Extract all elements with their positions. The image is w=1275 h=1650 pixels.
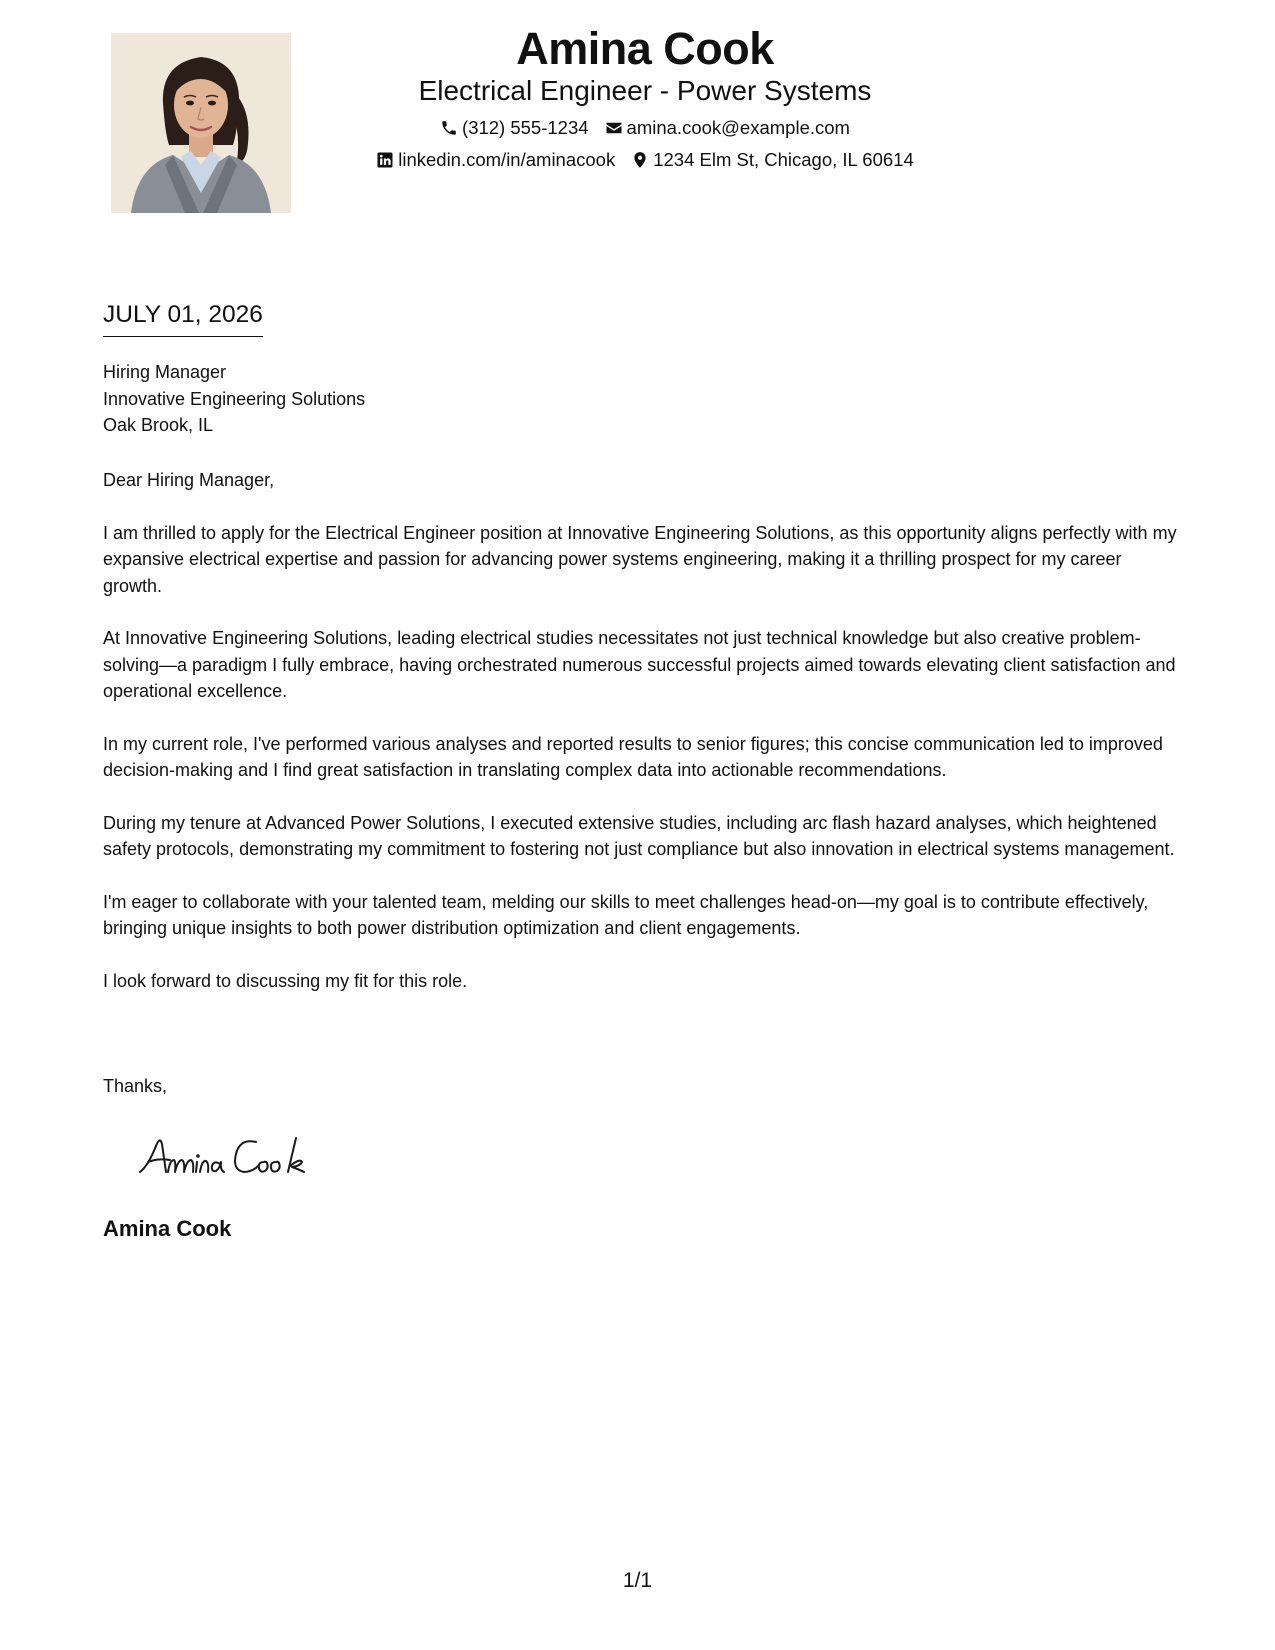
salutation: Dear Hiring Manager, (103, 470, 275, 490)
body-paragraph: During my tenure at Advanced Power Solutions, I executed extensive studies, including arc flash hazard analyses, which heightened safety protocols, demonstrating my commitment to fostering not just compliance but also innovation in electrical systems management. (103, 812, 1175, 859)
profile-photo (111, 33, 291, 213)
resume-header (330, 22, 960, 176)
recipient-line: Hiring Manager (103, 362, 227, 382)
portrait-illustration (111, 33, 291, 213)
contact-phone[interactable] (440, 112, 589, 144)
recipient-line: Oak Brook, IL (103, 415, 214, 435)
closing: Thanks, (103, 1076, 168, 1096)
body-paragraph: I'm eager to collaborate with your talented team, melding our skills to meet challenges head-on—my goal is to contribute effectively, bringing unique insights to both power distribution optimization and client engagements. (103, 891, 1149, 938)
contact-linkedin[interactable] (376, 144, 615, 176)
address-text: 1234 Elm St, Chicago, IL 60614 (653, 149, 914, 170)
signer-name: Amina Cook (103, 1216, 232, 1241)
page-number: 1/1 (622, 1569, 653, 1592)
candidate-name: Amina Cook (516, 23, 774, 74)
letter-date: JULY 01, 2026 (103, 300, 263, 337)
recipient-line: Innovative Engineering Solutions (103, 388, 366, 409)
signature-drawing (134, 1128, 334, 1184)
email-text: amina.cook@example.com (626, 117, 850, 138)
candidate-title: Electrical Engineer - Power Systems (418, 75, 872, 106)
linkedin-text: linkedin.com/in/aminacook (398, 149, 616, 170)
body-paragraph: I am thrilled to apply for the Electrical Engineer position at Innovative Engineering Solutions, as this opportunity aligns perfectly with my expansive electrical expertise and passion for advancing power systems engineering, making it a thrilling prospect for my career growth. (103, 522, 1177, 596)
signature-image (134, 1128, 334, 1184)
body-paragraph: I look forward to discussing my fit for this role. (103, 970, 468, 991)
contact-row-2 (330, 144, 960, 176)
body-paragraph: At Innovative Engineering Solutions, leading electrical studies necessitates not just technical knowledge but also creative problem-solving—a paradigm I fully embrace, having orchestrated numerous successful projects aimed towards elevating client satisfaction and operational excellence. (103, 628, 1176, 701)
envelope-icon (605, 119, 623, 137)
body-paragraph: In my current role, I've performed various analyses and reported results to senior figures; this concise communication led to improved decision-making and I find great satisfaction in translating complex data into actionable recommendations. (103, 733, 1163, 780)
phone-icon (440, 119, 458, 137)
map-marker-icon (631, 151, 649, 169)
linkedin-icon (376, 151, 394, 169)
recipient-block (103, 359, 365, 439)
contact-row-1 (330, 112, 960, 144)
letter-body (103, 467, 1183, 1020)
phone-text: (312) 555-1234 (462, 117, 589, 138)
contact-email[interactable] (605, 112, 850, 144)
contact-address (631, 144, 914, 176)
